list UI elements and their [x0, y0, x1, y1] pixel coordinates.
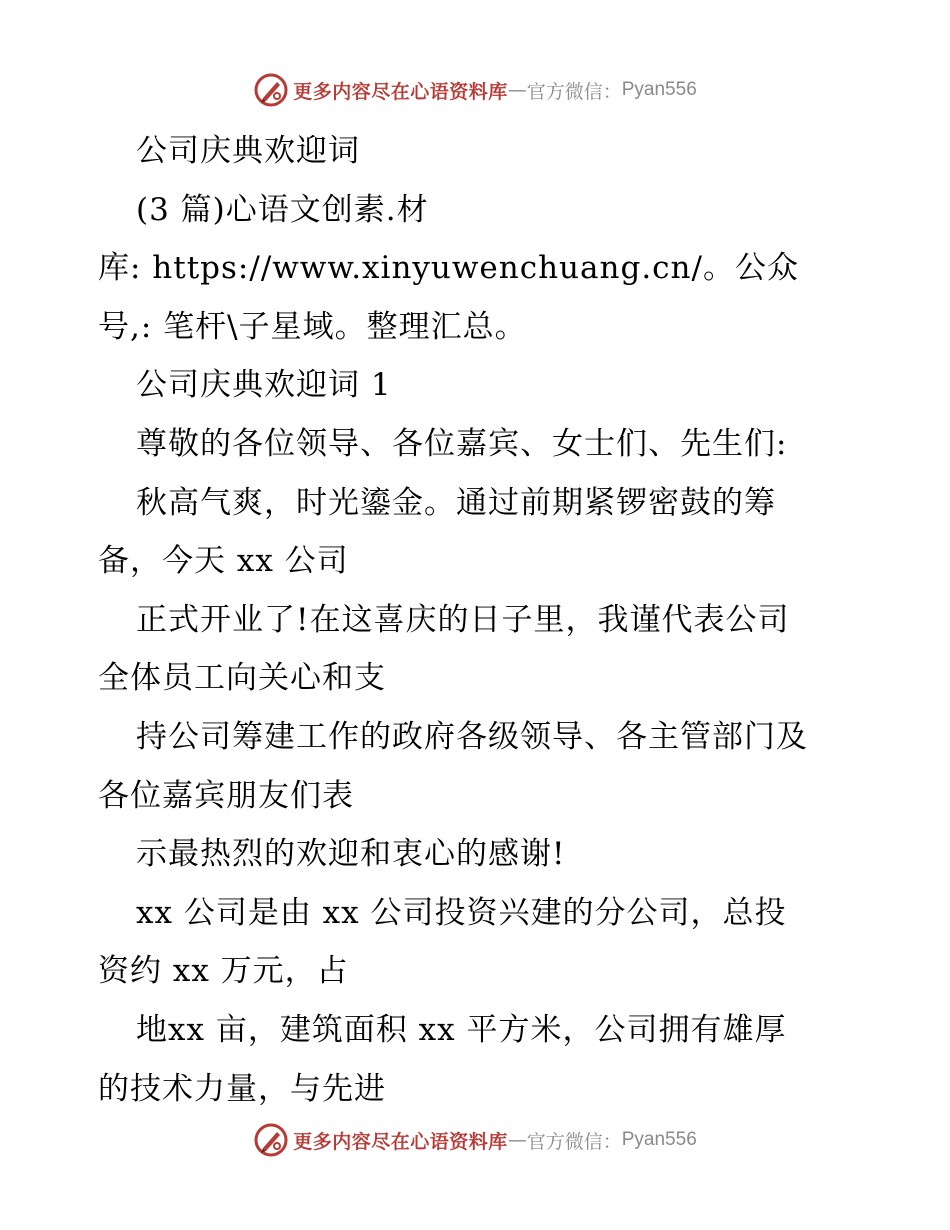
banner-wechat-id: Pyan556 [621, 1129, 697, 1150]
footer-banner [0, 1120, 950, 1160]
text-line: xx 公司是由 xx 公司投资兴建的分公司，总投 [136, 894, 787, 931]
banner-separator: — [507, 1129, 527, 1151]
text-line: 尊敬的各位领导、各位嘉宾、女士们、先生们: [136, 425, 788, 462]
text-line: 地xx 亩，建筑面积 xx 平方米，公司拥有雄厚 [136, 1011, 787, 1048]
text-line: 备，今天 xx 公司 [98, 543, 349, 580]
banner-text: 更多内容尽在心语资料库 [293, 1130, 508, 1153]
banner-wechat-id: Pyan556 [621, 79, 697, 100]
text-line: 示最热烈的欢迎和衷心的感谢! [136, 836, 566, 873]
pen-logo-icon [253, 1122, 289, 1158]
text-line: 各位嘉宾朋友们表 [98, 777, 354, 814]
text-line: 库: https://www.xinyuwenchuang.cn/。公众 [98, 250, 799, 287]
document-body [98, 122, 898, 1118]
section-heading: 公司庆典欢迎词 1 [136, 367, 392, 404]
text-line: 号,: 笔杆\子星域。整理汇总。 [98, 308, 527, 345]
banner-wechat-label: 官方微信： [526, 1130, 622, 1153]
text-line: 全体员工向关心和支 [98, 660, 386, 697]
banner-separator: — [507, 79, 527, 101]
banner-wechat-label: 官方微信： [526, 80, 622, 103]
banner-text: 更多内容尽在心语资料库 [293, 80, 508, 103]
text-line: 持公司筹建工作的政府各级领导、各主管部门及 [136, 718, 808, 755]
text-line: 秋高气爽，时光鎏金。通过前期紧锣密鼓的筹 [136, 484, 776, 521]
doc-title: 公司庆典欢迎词 [136, 133, 360, 169]
text-line: 资约 xx 万元，占 [98, 953, 349, 990]
text-line: 正式开业了!在这喜庆的日子里，我谨代表公司 [136, 601, 790, 638]
header-banner [0, 70, 950, 110]
doc-subtitle: (3 篇)心语文创素.材 [136, 191, 429, 228]
pen-logo-icon [253, 72, 289, 108]
text-line: 的技术力量，与先进 [98, 1070, 386, 1107]
